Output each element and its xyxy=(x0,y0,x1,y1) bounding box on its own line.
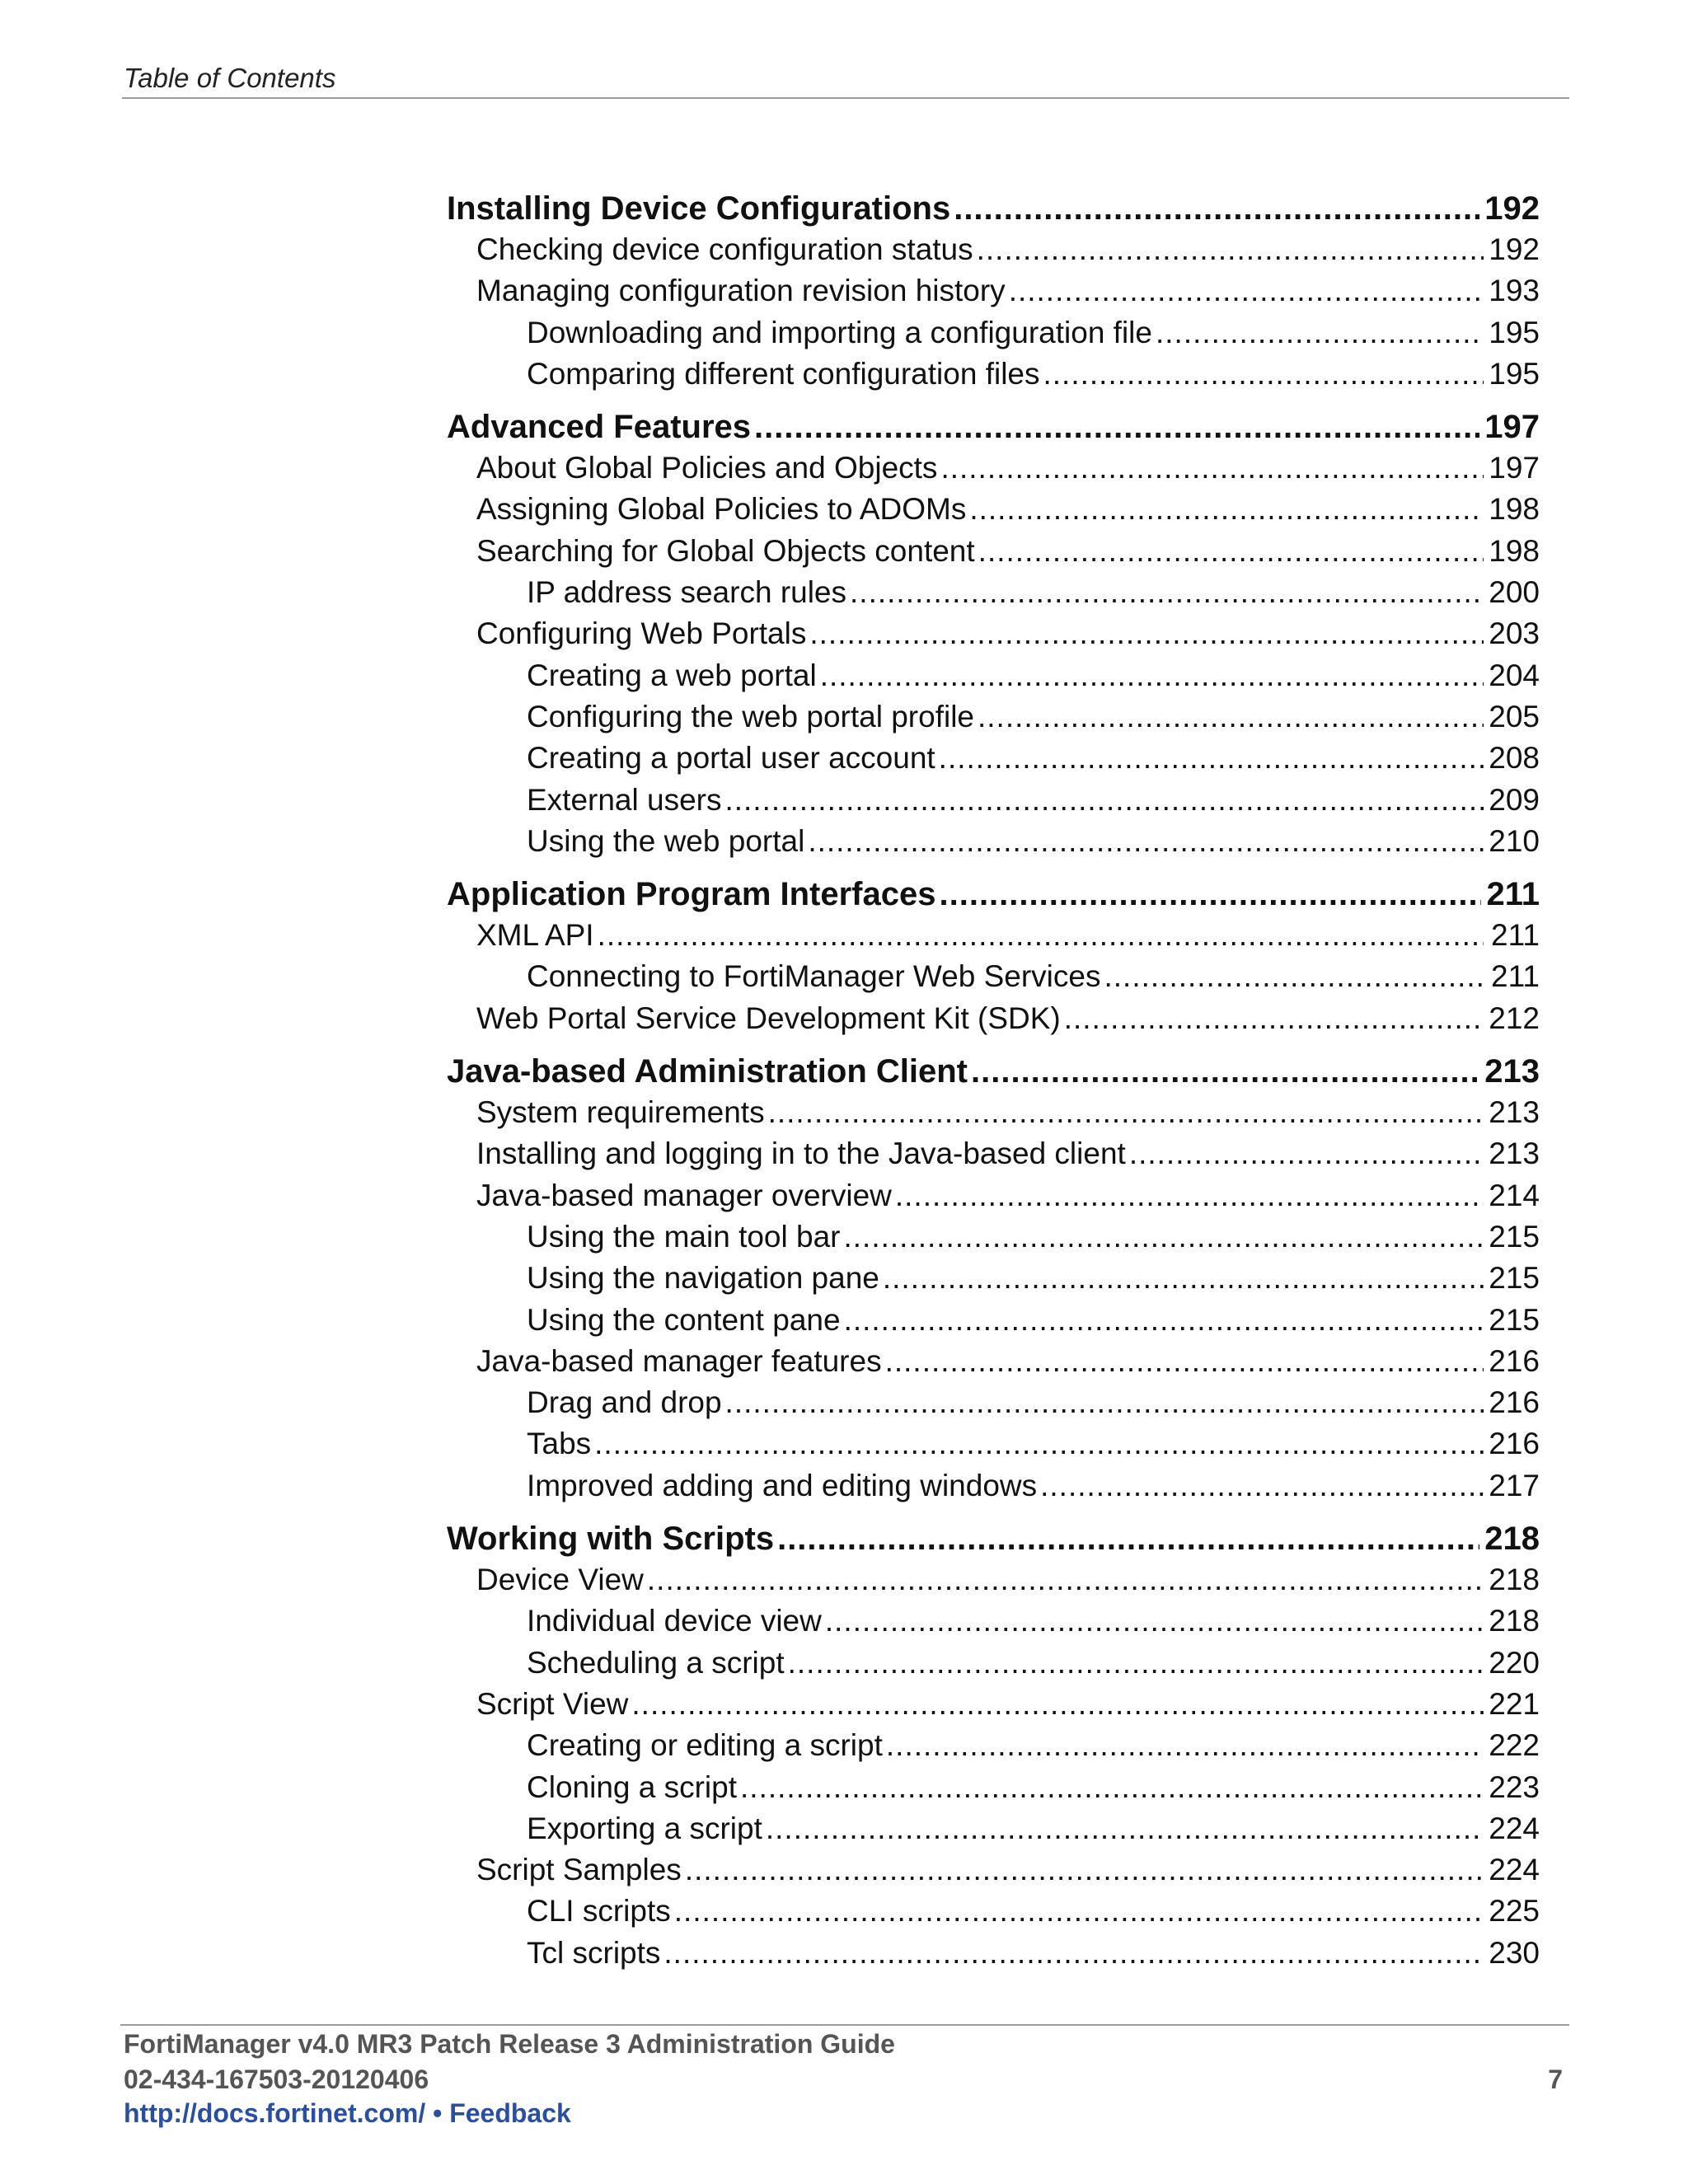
toc-entry[interactable] xyxy=(447,1341,1540,1382)
toc-dot-leader xyxy=(978,696,1484,738)
toc-dot-leader xyxy=(598,915,1484,956)
toc-entry-title: Working with Scripts xyxy=(447,1521,775,1558)
toc-entry-page: 204 xyxy=(1489,658,1540,692)
toc-entry-page: 192 xyxy=(1489,232,1540,266)
toc-entry-title: Assigning Global Policies to ADOMs xyxy=(476,492,967,527)
toc-dot-leader xyxy=(844,1300,1484,1341)
toc-entry-title: Using the content pane xyxy=(527,1302,841,1337)
toc-dot-leader xyxy=(808,821,1484,862)
toc-dot-leader xyxy=(788,1643,1484,1684)
toc-dot-leader xyxy=(663,1933,1484,1974)
toc-dot-leader xyxy=(825,1601,1484,1642)
toc-entry[interactable] xyxy=(447,1465,1540,1507)
toc-entry[interactable] xyxy=(447,655,1540,696)
toc-entry-page: 220 xyxy=(1489,1645,1540,1680)
toc-entry[interactable] xyxy=(447,1051,1540,1092)
toc-dot-leader xyxy=(768,1092,1484,1133)
toc-dot-leader xyxy=(725,780,1484,821)
toc-entry-page: 217 xyxy=(1489,1468,1540,1502)
toc-entry-page: 209 xyxy=(1489,782,1540,817)
toc-entry-title: Device View xyxy=(476,1563,644,1597)
toc-entry[interactable] xyxy=(447,613,1540,654)
toc-dot-leader xyxy=(1129,1133,1484,1174)
toc-entry-title: Script View xyxy=(476,1686,629,1721)
toc-entry-title: Java-based Administration Client xyxy=(447,1053,968,1090)
toc-entry-page: 195 xyxy=(1489,315,1540,349)
docs-link[interactable]: http://docs.fortinet.com/ xyxy=(124,2098,426,2128)
toc-entry-title: Searching for Global Objects content xyxy=(476,533,975,568)
toc-dot-leader xyxy=(971,1051,1479,1092)
toc-entry-page: 205 xyxy=(1489,699,1540,733)
toc-entry-title: Installing Device Configurations xyxy=(447,190,951,227)
toc-entry-title: Checking device configuration status xyxy=(476,232,973,266)
toc-entry[interactable] xyxy=(447,956,1540,997)
toc-entry[interactable] xyxy=(447,1133,1540,1174)
toc-entry-title: Tabs xyxy=(527,1427,592,1461)
toc-dot-leader xyxy=(885,1341,1484,1382)
toc-dot-leader xyxy=(977,229,1484,270)
toc-entry[interactable] xyxy=(447,270,1540,312)
toc-entry-title: Tcl scripts xyxy=(527,1935,661,1970)
toc-entry[interactable] xyxy=(447,1933,1540,1974)
page-number: 7 xyxy=(1548,2064,1563,2094)
footer-links xyxy=(124,2098,571,2129)
toc-entry[interactable] xyxy=(447,1300,1540,1341)
toc-entry-title: Creating a web portal xyxy=(527,658,817,692)
toc-entry-title: Improved adding and editing windows xyxy=(527,1468,1038,1502)
toc-entry[interactable] xyxy=(447,188,1540,229)
toc-entry-title: Advanced Features xyxy=(447,409,752,446)
toc-entry-page: 215 xyxy=(1489,1219,1540,1254)
toc-entry-page: 215 xyxy=(1489,1302,1540,1337)
toc-entry[interactable] xyxy=(447,1891,1540,1932)
toc-entry[interactable] xyxy=(447,1808,1540,1849)
toc-entry-title: Java-based manager overview xyxy=(476,1178,892,1212)
toc-entry[interactable] xyxy=(447,1382,1540,1423)
toc-dot-leader xyxy=(740,1767,1484,1808)
toc-entry[interactable] xyxy=(447,1849,1540,1891)
feedback-link[interactable]: Feedback xyxy=(449,2098,571,2128)
toc-entry[interactable] xyxy=(447,696,1540,738)
toc-dot-leader xyxy=(1009,270,1484,312)
toc-entry-page: 210 xyxy=(1489,823,1540,858)
toc-entry-page: 216 xyxy=(1489,1385,1540,1420)
toc-dot-leader xyxy=(820,655,1484,696)
toc-entry-title: Configuring the web portal profile xyxy=(527,699,974,733)
toc-entry[interactable] xyxy=(447,489,1540,530)
toc-entry-title: External users xyxy=(527,782,722,817)
toc-entry-title: Installing and logging in to the Java-based client xyxy=(476,1137,1126,1171)
toc-entry-page: 215 xyxy=(1489,1261,1540,1296)
toc-entry-title: Using the navigation pane xyxy=(527,1261,879,1296)
footer-guide-title: FortiManager v4.0 MR3 Patch Release 3 Administration Guide xyxy=(124,2029,895,2059)
toc-entry[interactable] xyxy=(447,998,1540,1039)
toc-entry[interactable] xyxy=(447,406,1540,448)
toc-dot-leader xyxy=(1156,312,1484,354)
toc-entry-page: 198 xyxy=(1489,533,1540,568)
toc-dot-leader xyxy=(886,1725,1484,1766)
toc-entry-page: 218 xyxy=(1484,1521,1540,1558)
toc-dot-leader xyxy=(969,489,1484,530)
toc-entry-page: 203 xyxy=(1489,616,1540,651)
toc-entry[interactable] xyxy=(447,874,1540,915)
toc-entry[interactable] xyxy=(447,229,1540,270)
toc-dot-leader xyxy=(685,1849,1484,1891)
toc-dot-leader xyxy=(594,1423,1484,1465)
toc-dot-leader xyxy=(1043,354,1484,395)
header-divider xyxy=(122,97,1569,99)
toc-entry-page: 197 xyxy=(1489,451,1540,485)
toc-entry-title: CLI scripts xyxy=(527,1894,671,1929)
toc-dot-leader xyxy=(954,188,1479,229)
toc-dot-leader xyxy=(940,448,1484,489)
toc-entry-page: 216 xyxy=(1489,1427,1540,1461)
toc-entry-page: 222 xyxy=(1489,1728,1540,1763)
toc-entry-page: 195 xyxy=(1489,356,1540,391)
toc-dot-leader xyxy=(754,406,1479,448)
toc-entry-title: Creating or editing a script xyxy=(527,1728,883,1763)
toc-entry-page: 221 xyxy=(1489,1686,1540,1721)
toc-entry-page: 198 xyxy=(1489,492,1540,527)
toc-entry-title: Exporting a script xyxy=(527,1811,762,1845)
toc-entry[interactable] xyxy=(447,1643,1540,1684)
table-of-contents xyxy=(447,188,1540,1974)
toc-entry-page: 208 xyxy=(1489,741,1540,776)
toc-entry-title: Connecting to FortiManager Web Services xyxy=(527,959,1101,994)
toc-dot-leader xyxy=(1104,956,1484,997)
toc-dot-leader xyxy=(895,1175,1484,1216)
toc-dot-leader xyxy=(843,1216,1484,1258)
toc-entry-title: Using the web portal xyxy=(527,823,805,858)
toc-entry-page: 218 xyxy=(1489,1604,1540,1638)
toc-dot-leader xyxy=(939,738,1484,779)
toc-entry-page: 218 xyxy=(1489,1563,1540,1597)
page-header-title: Table of Contents xyxy=(124,63,336,93)
toc-dot-leader xyxy=(647,1559,1484,1601)
toc-entry[interactable] xyxy=(447,780,1540,821)
toc-entry-title: Application Program Interfaces xyxy=(447,876,936,913)
toc-entry-title: System requirements xyxy=(476,1095,765,1130)
toc-entry[interactable] xyxy=(447,1559,1540,1601)
toc-entry-title: Script Samples xyxy=(476,1853,682,1887)
toc-dot-leader xyxy=(809,613,1484,654)
toc-entry[interactable] xyxy=(447,738,1540,779)
toc-entry-page: 213 xyxy=(1489,1137,1540,1171)
toc-entry-title: Comparing different configuration files xyxy=(527,356,1040,391)
toc-entry-title: Scheduling a script xyxy=(527,1645,785,1680)
toc-dot-leader xyxy=(883,1258,1484,1299)
toc-entry-page: 192 xyxy=(1484,190,1540,227)
toc-entry[interactable] xyxy=(447,915,1540,956)
toc-entry[interactable] xyxy=(447,572,1540,613)
toc-entry-title: Managing configuration revision history xyxy=(476,274,1006,308)
toc-dot-leader xyxy=(1064,998,1484,1039)
toc-entry-page: 230 xyxy=(1489,1935,1540,1970)
toc-entry[interactable] xyxy=(447,1092,1540,1133)
toc-dot-leader xyxy=(777,1518,1479,1559)
toc-entry-page: 211 xyxy=(1486,876,1540,913)
toc-entry-page: 216 xyxy=(1489,1343,1540,1378)
toc-entry[interactable] xyxy=(447,1684,1540,1725)
toc-entry-title: Drag and drop xyxy=(527,1385,722,1420)
toc-entry-title: Web Portal Service Development Kit (SDK) xyxy=(476,1001,1061,1035)
toc-entry[interactable] xyxy=(447,1767,1540,1808)
toc-entry[interactable] xyxy=(447,1258,1540,1299)
toc-entry-page: 214 xyxy=(1489,1178,1540,1212)
toc-entry-page: 213 xyxy=(1489,1095,1540,1130)
toc-entry[interactable] xyxy=(447,1216,1540,1258)
toc-entry-title: About Global Policies and Objects xyxy=(476,451,938,485)
toc-entry-title: XML API xyxy=(476,918,594,953)
toc-entry-page: 224 xyxy=(1489,1853,1540,1887)
toc-entry-page: 200 xyxy=(1489,575,1540,610)
toc-entry-page: 213 xyxy=(1484,1053,1540,1090)
toc-dot-leader xyxy=(850,572,1484,613)
toc-entry[interactable] xyxy=(447,531,1540,572)
footer-divider xyxy=(120,2024,1569,2026)
footer-bullet: • xyxy=(433,2098,443,2128)
toc-entry-page: 211 xyxy=(1491,959,1540,994)
toc-dot-leader xyxy=(674,1891,1484,1932)
toc-entry[interactable] xyxy=(447,1601,1540,1642)
toc-entry[interactable] xyxy=(447,1725,1540,1766)
toc-entry-title: Configuring Web Portals xyxy=(476,616,807,651)
toc-entry-title: Individual device view xyxy=(527,1604,822,1638)
toc-entry[interactable] xyxy=(447,448,1540,489)
toc-entry-title: IP address search rules xyxy=(527,575,847,610)
footer-doc-number: 02-434-167503-20120406 xyxy=(124,2064,429,2094)
toc-dot-leader xyxy=(766,1808,1484,1849)
toc-dot-leader xyxy=(631,1684,1484,1725)
toc-entry-page: 212 xyxy=(1489,1001,1540,1035)
toc-dot-leader xyxy=(1040,1465,1484,1507)
toc-entry-page: 225 xyxy=(1489,1894,1540,1929)
toc-entry[interactable] xyxy=(447,1423,1540,1465)
toc-entry-page: 193 xyxy=(1489,274,1540,308)
toc-entry[interactable] xyxy=(447,354,1540,395)
toc-entry-title: Downloading and importing a configuration file xyxy=(527,315,1152,349)
toc-entry[interactable] xyxy=(447,1175,1540,1216)
toc-entry-title: Java-based manager features xyxy=(476,1343,882,1378)
toc-entry-page: 224 xyxy=(1489,1811,1540,1845)
toc-entry-page: 211 xyxy=(1491,918,1540,953)
toc-entry[interactable] xyxy=(447,1518,1540,1559)
toc-entry[interactable] xyxy=(447,312,1540,354)
toc-entry[interactable] xyxy=(447,821,1540,862)
toc-dot-leader xyxy=(725,1382,1484,1423)
toc-dot-leader xyxy=(978,531,1484,572)
toc-entry-title: Using the main tool bar xyxy=(527,1219,841,1254)
toc-dot-leader xyxy=(939,874,1481,915)
toc-entry-title: Creating a portal user account xyxy=(527,741,935,776)
toc-entry-page: 223 xyxy=(1489,1769,1540,1804)
toc-entry-page: 197 xyxy=(1484,409,1540,446)
toc-entry-title: Cloning a script xyxy=(527,1769,738,1804)
